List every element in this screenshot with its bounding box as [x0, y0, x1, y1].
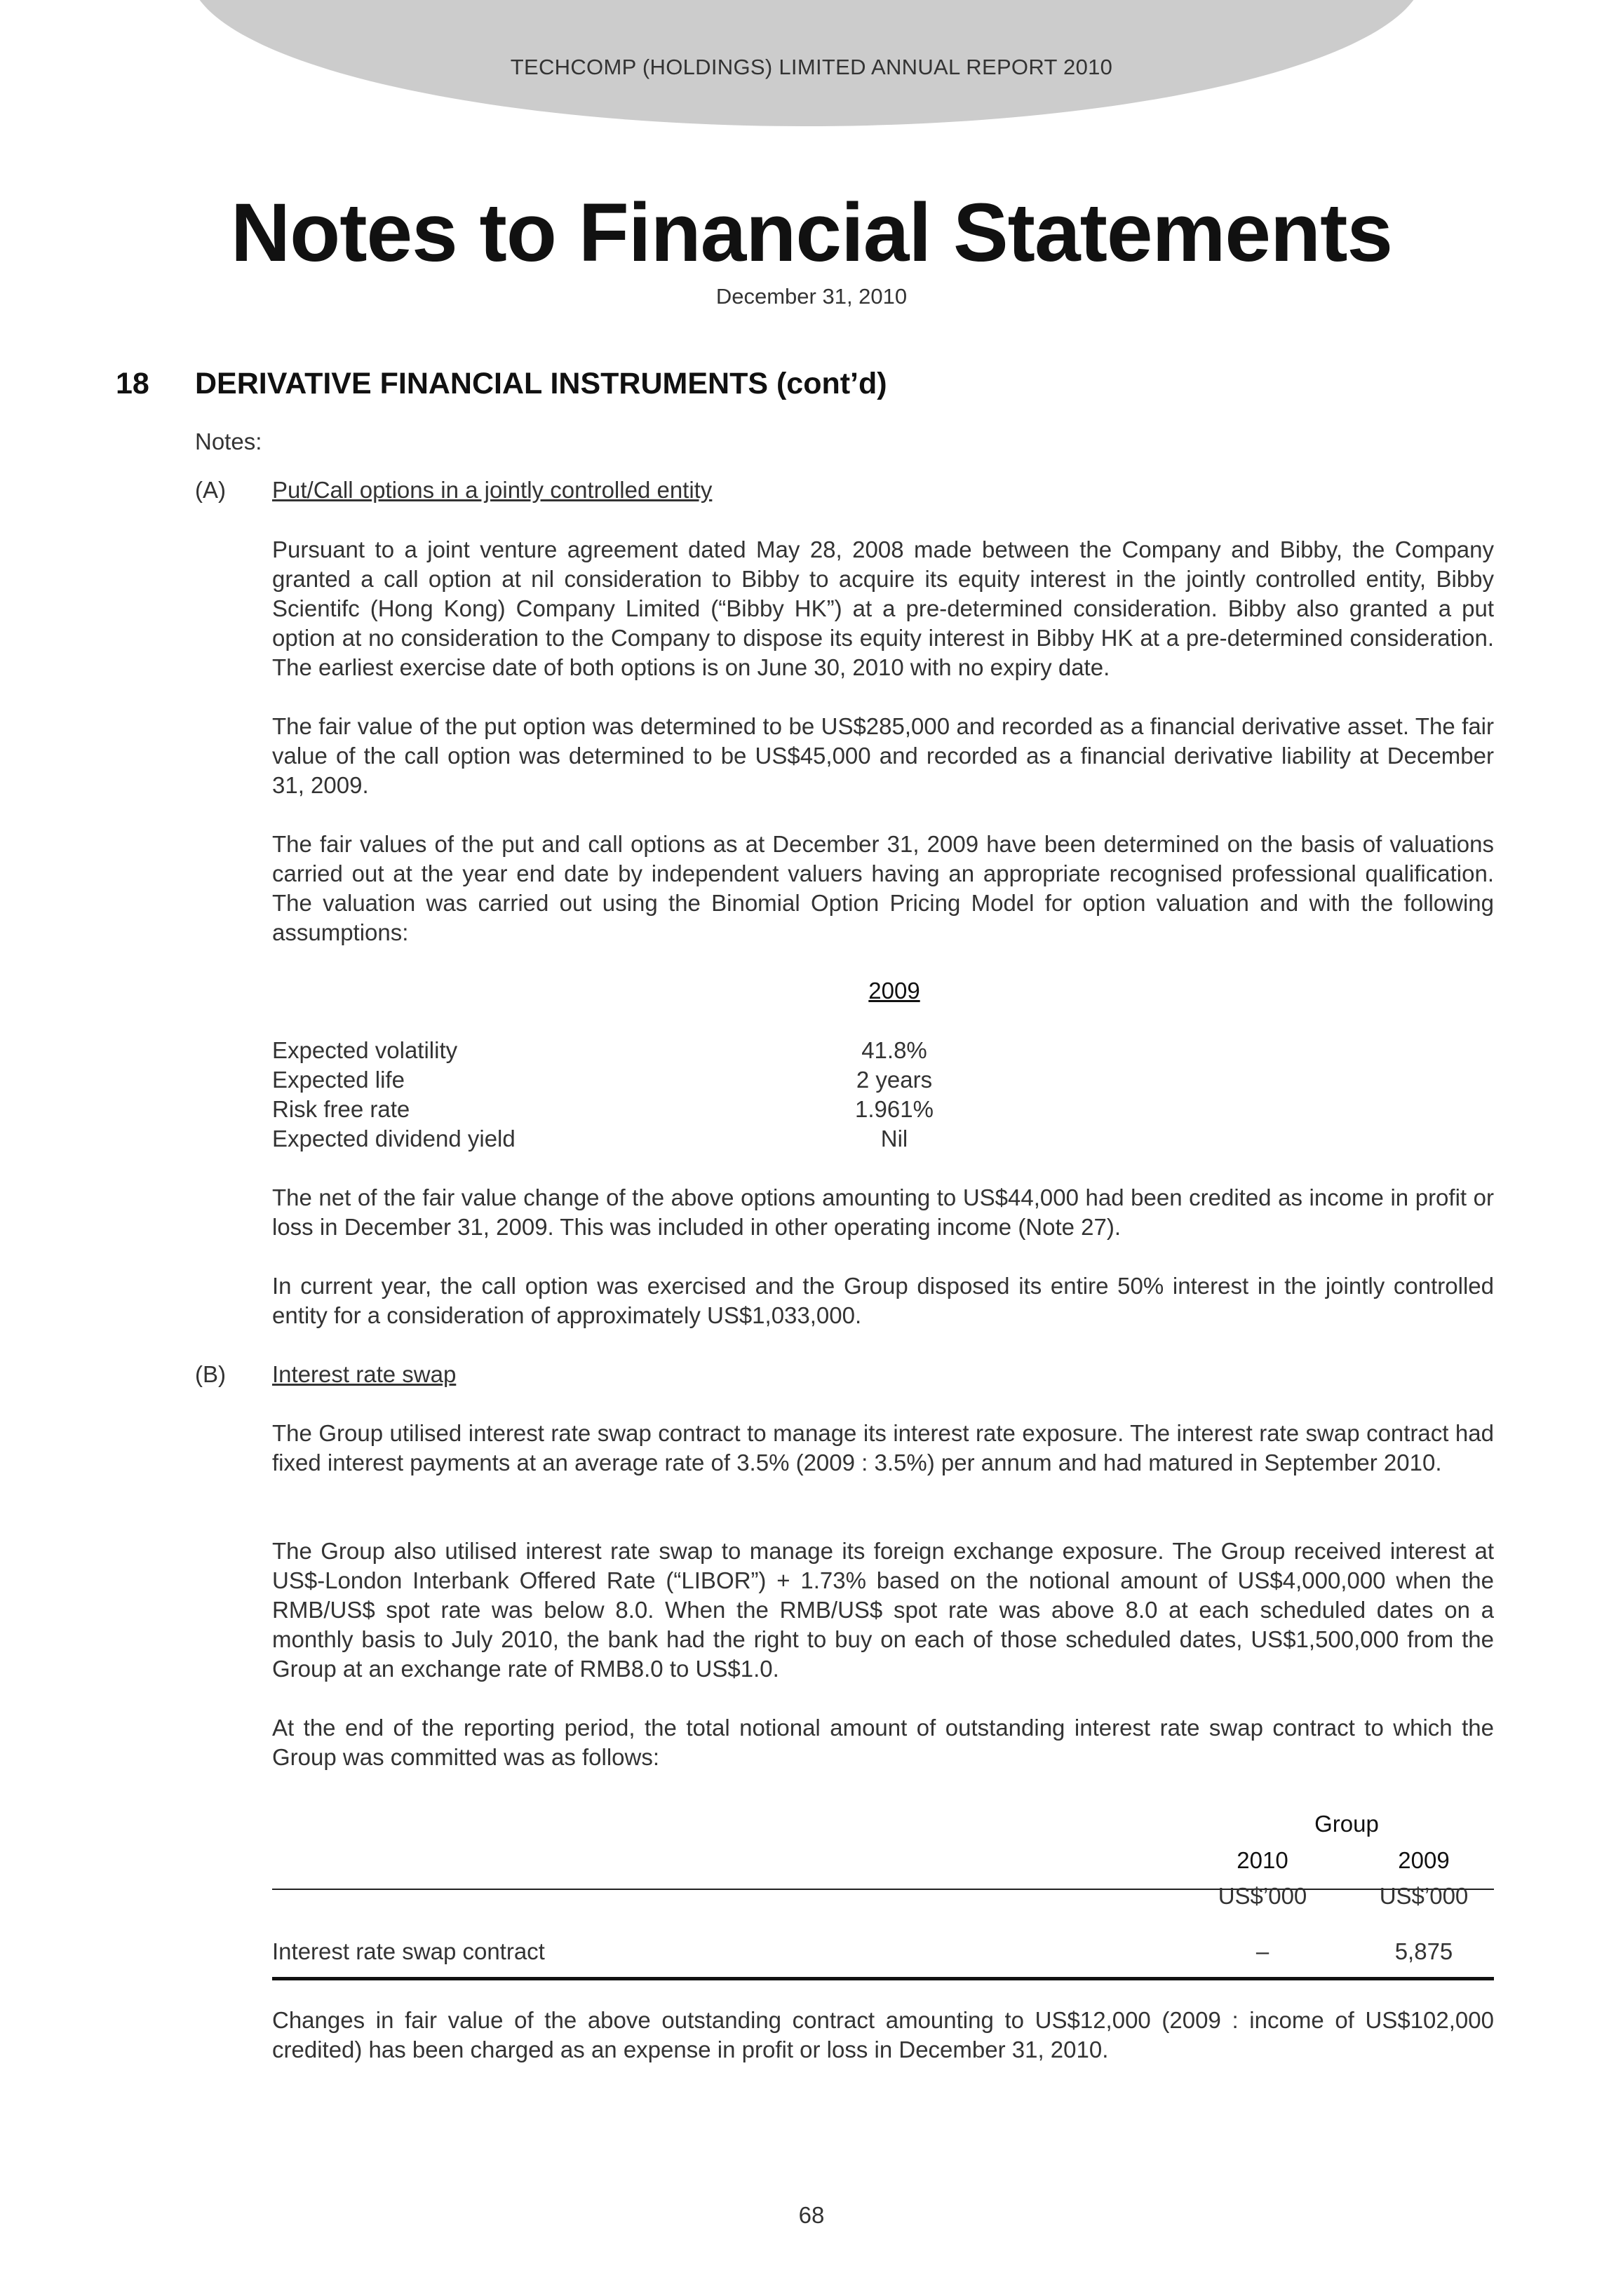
- note-b-letter: (B): [195, 1361, 226, 1387]
- table-cell: –: [1255, 1938, 1270, 1964]
- assumption-value: 2 years: [856, 1067, 933, 1093]
- assumptions-year-header: 2009: [868, 978, 920, 1004]
- note-a-paragraph-3: The fair values of the put and call options as at December 31, 2009 have been determined on the basis of valuations carried out at the year end date by independent valuers having an appropriate recognised professional qualification. The valuation was carried out using the Binomial Option Pricing Model for option valuation and with the following assumptions:: [272, 831, 1494, 945]
- assumption-label: Risk free rate: [272, 1096, 410, 1122]
- page-date: December 31, 2010: [715, 284, 908, 309]
- assumption-value: 41.8%: [861, 1037, 927, 1063]
- table-bottom-rule: [272, 1977, 1494, 1980]
- notes-label: Notes:: [195, 428, 262, 454]
- note-b-paragraph-2: The Group also utilised interest rate swap to manage its foreign exchange exposure. The Group received interest at US$-London Interbank Offered Rate (“LIBOR”) + 1.73% based on the notional amount of US$4,000,000 when the RMB/US$ spot rate was below 8.0. When the RMB/US$ spot rate was above 8.0 at each scheduled dates on a monthly basis to July 2010, the bank had the right to buy on each of those scheduled dates, US$1,500,000 from the Group at an exchange rate of RMB8.0 to US$1.0.: [272, 1538, 1494, 1682]
- note-b-heading: Interest rate swap: [272, 1361, 457, 1387]
- assumption-label: Expected life: [272, 1067, 405, 1093]
- note-a-paragraph-5: In current year, the call option was exercised and the Group disposed its entire 50% interest in the jointly controlled entity for a consideration of approximately US$1,033,000.: [272, 1273, 1494, 1328]
- section-number: 18: [116, 367, 149, 400]
- note-a-heading: Put/Call options in a jointly controlled entity: [272, 477, 713, 503]
- note-a-paragraph-2: The fair value of the put option was determined to be US$285,000 and recorded as a financial derivative asset. The fair value of the call option was determined to be US$45,000 and recorded as a financial derivative liability at December 31, 2009.: [272, 713, 1494, 798]
- table-row-label: Interest rate swap contract: [272, 1938, 545, 1964]
- page-number: 68: [798, 2202, 825, 2228]
- note-a-paragraph-4: The net of the fair value change of the above options amounting to US$44,000 had been credited as income in profit or loss in December 31, 2009. This was included in other operating income (Note 27).: [272, 1184, 1494, 1240]
- assumption-value: 1.961%: [855, 1096, 934, 1122]
- table-cell: 5,875: [1394, 1938, 1453, 1964]
- note-b-paragraph-1: The Group utilised interest rate swap contract to manage its interest rate exposure. The interest rate swap contract had fixed interest payments at an average rate of 3.5% (2009 : 3.5%) per annum and had matured in September 2010.: [272, 1420, 1494, 1475]
- report-header: TECHCOMP (HOLDINGS) LIMITED ANNUAL REPORT 2010: [510, 55, 1113, 79]
- assumption-label: Expected dividend yield: [272, 1126, 516, 1152]
- note-a-paragraph-1: Pursuant to a joint venture agreement dated May 28, 2008 made between the Company and Bibby, the Company granted a call option at nil consideration to Bibby to acquire its equity interest in the jointly controlled entity, Bibby Scientifc (Hong Kong) Company Limited (“Bibby HK”) at a pre-determined consideration. Bibby also granted a put option at no consideration to the Company to dispose its equity interest in Bibby HK at a pre-determined consideration. The earliest exercise date of both options is on June 30, 2010 with no expiry date.: [272, 536, 1494, 680]
- assumption-value: Nil: [880, 1126, 908, 1152]
- table-column-header: 2009: [1398, 1847, 1450, 1873]
- table-unit: US$’000: [1218, 1883, 1307, 1909]
- section-title: DERIVATIVE FINANCIAL INSTRUMENTS (cont’d): [195, 367, 887, 400]
- note-a-letter: (A): [195, 477, 226, 503]
- table-unit: US$’000: [1379, 1883, 1469, 1909]
- page-title: Notes to Financial Statements: [230, 187, 1393, 279]
- table-column-header: 2010: [1237, 1847, 1288, 1873]
- assumption-label: Expected volatility: [272, 1037, 458, 1063]
- note-b-paragraph-3: At the end of the reporting period, the total notional amount of outstanding interest rate swap contract to which the Group was committed was as follows:: [272, 1715, 1494, 1770]
- table-group-label: Group: [1314, 1811, 1379, 1837]
- note-b-closing: Changes in fair value of the above outstanding contract amounting to US$12,000 (2009 : income of US$102,000 credited) has been charged as an expense in profit or loss in December 31, 2010.: [272, 2007, 1494, 2062]
